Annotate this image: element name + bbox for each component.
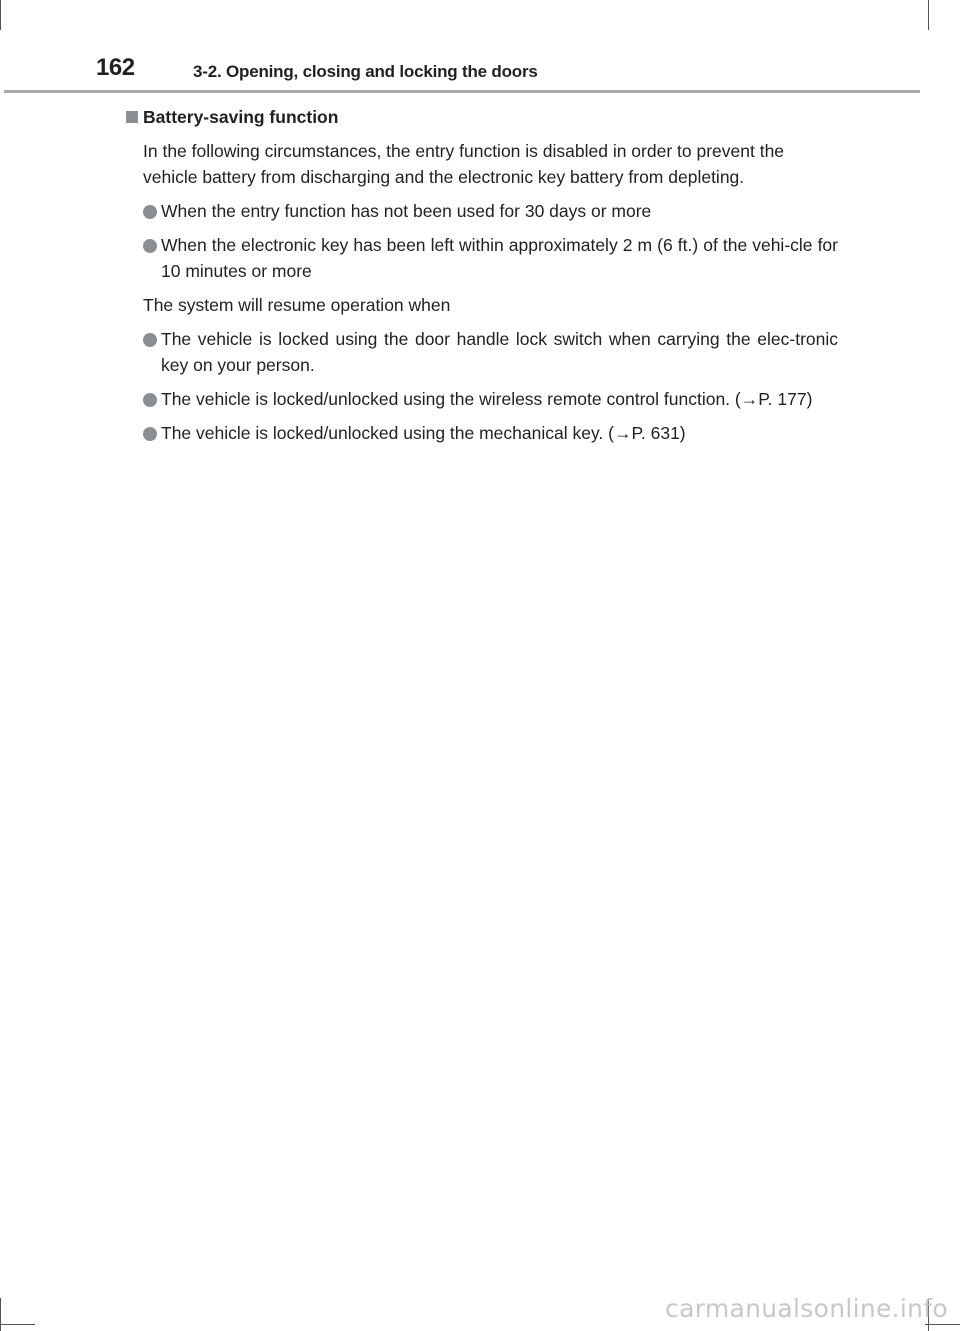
section-title: 3-2. Opening, closing and locking the doors [193, 62, 538, 81]
circle-bullet-icon [143, 205, 157, 219]
list-item-text: The vehicle is locked using the door handle lock switch when carrying the elec-tronic key on your person. [161, 329, 838, 375]
page-content [126, 104, 838, 454]
section-heading [126, 104, 838, 130]
list-item [161, 420, 838, 446]
circle-bullet-icon [143, 393, 157, 407]
list-item-text: When the electronic key has been left within approximately 2 m (6 ft.) of the vehi-cle for 10 minutes or more [161, 235, 838, 281]
list-item [161, 386, 838, 412]
circle-bullet-icon [143, 239, 157, 253]
intro-paragraph: In the following circumstances, the entry function is disabled in order to prevent the vehicle battery from discharging and the electronic key battery from depleting. [143, 141, 785, 187]
section-heading-text: Battery-saving function [143, 107, 339, 127]
list-item-text: The vehicle is locked/unlocked using the wireless remote control function. (→P. 177) [161, 389, 813, 409]
crop-mark-bottom-left-h [0, 1324, 35, 1325]
circle-bullet-icon [143, 333, 157, 347]
square-bullet-icon [126, 111, 138, 123]
crop-mark-bottom-right-h [925, 1324, 960, 1325]
header-rule [4, 90, 920, 93]
list-item-text: The vehicle is locked/unlocked using the mechanical key. (→P. 631) [161, 423, 686, 443]
circle-bullet-icon [143, 427, 157, 441]
page-number: 162 [96, 54, 135, 81]
list-item [161, 326, 838, 378]
crop-mark-top-left [0, 0, 1, 30]
crop-mark-top-right [928, 0, 929, 30]
watermark-text: carmanualsonline.info [665, 1294, 948, 1323]
page-header [96, 54, 916, 86]
resume-paragraph: The system will resume operation when [143, 295, 451, 315]
list-item [161, 198, 838, 224]
crop-mark-bottom-left [0, 1298, 1, 1331]
list-item-text: When the entry function has not been used for 30 days or more [161, 201, 652, 221]
list-item [161, 232, 838, 284]
